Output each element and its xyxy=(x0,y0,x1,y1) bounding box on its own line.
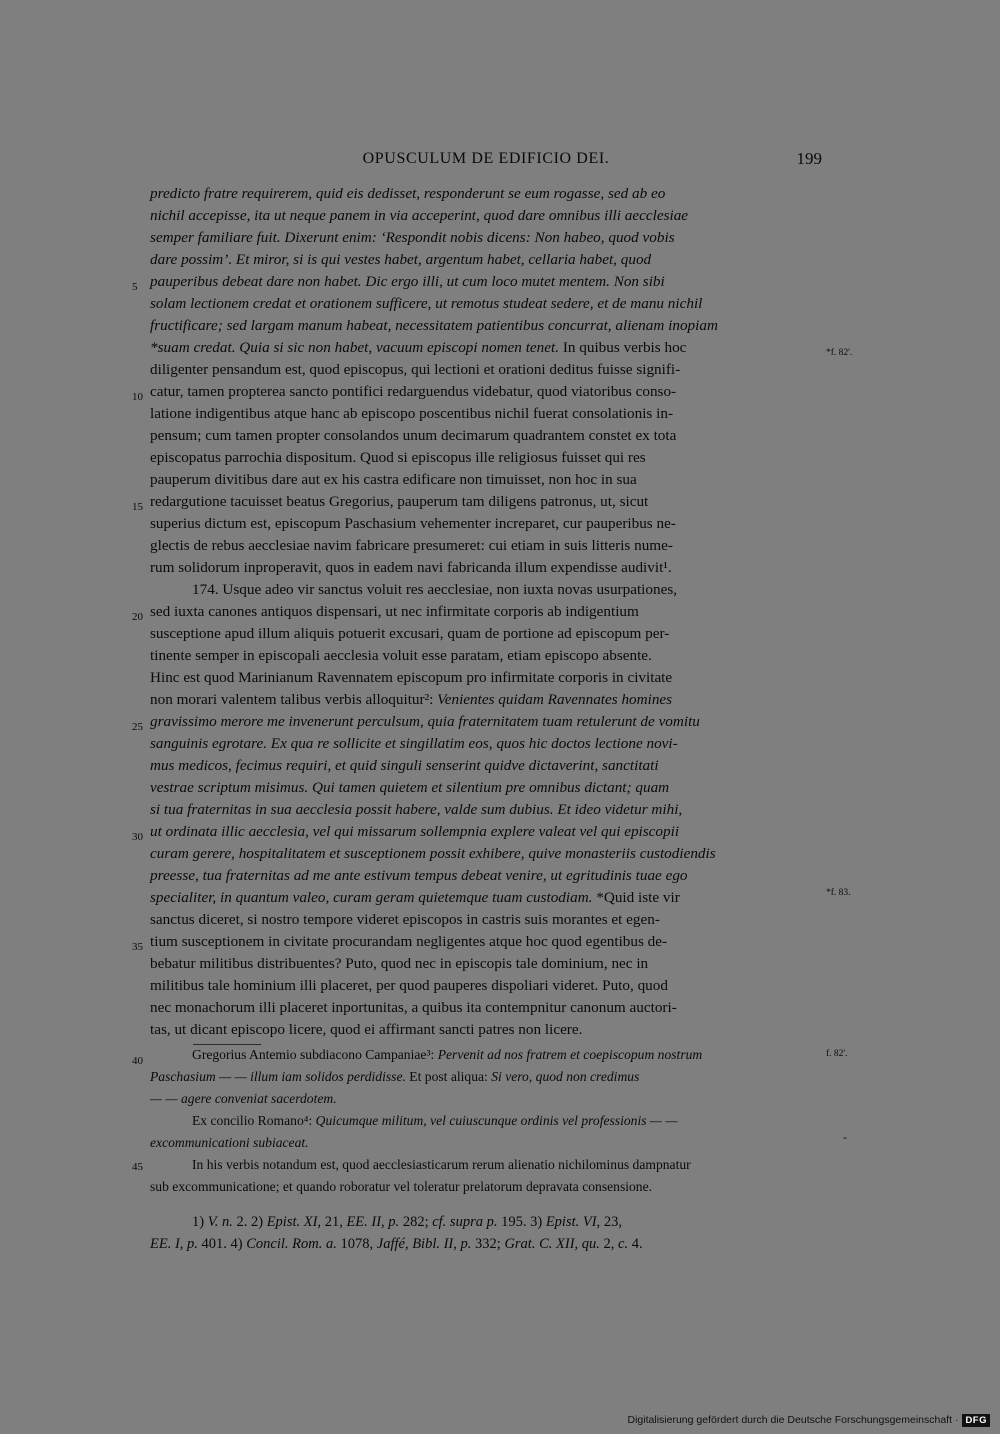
text-line xyxy=(150,315,822,337)
text-segment: sed iuxta canones antiquos dispensari, ut nec infirmitate corporis ab indigentium xyxy=(150,603,639,620)
text-segment: gravissimo merore me invenerunt perculsum, quia fraternitatem tuam retulerunt de vomitu xyxy=(150,713,700,730)
text-segment: tium susceptionem in civitate procurandam negligentes atque hoc quod egentibus de- xyxy=(150,933,668,950)
text-line xyxy=(150,975,822,997)
text-line xyxy=(150,733,822,755)
text-line xyxy=(150,887,822,909)
text-segment: Venientes quidam Ravennates homines xyxy=(437,691,673,708)
footnote-segment: 23, xyxy=(600,1214,622,1230)
text-segment: glectis de rebus aecclesiae navim fabricare presumeret: cui etiam in suis litteris nume- xyxy=(150,537,673,554)
text-line xyxy=(150,711,822,733)
footnote-segment: 2, xyxy=(599,1236,619,1252)
text-line xyxy=(150,1019,822,1041)
text-line xyxy=(150,469,822,491)
footnote-segment: EE. II, p. xyxy=(346,1214,400,1230)
line-number: 35 xyxy=(132,941,143,953)
footnote-segment: 195. 3) xyxy=(497,1214,546,1230)
line-number: 25 xyxy=(132,721,143,733)
text-segment: Si vero, quod non credimus xyxy=(491,1069,640,1084)
text-line xyxy=(150,403,822,425)
text-segment: preesse, tua fraternitas ad me ante estivum tempus debeat venire, ut egritudinis tuae ego xyxy=(150,867,688,884)
text-segment: 174. Usque adeo vir sanctus voluit res aecclesiae, non iuxta novas usurpationes, xyxy=(192,581,678,598)
footnote-segment: Epist. VI, xyxy=(545,1214,601,1230)
footnote-line xyxy=(150,1211,822,1233)
text-line xyxy=(150,513,822,535)
text-segment: latione indigentibus atque hanc ab episcopo poscentibus nichil fuerat consolationis in- xyxy=(150,405,673,422)
footnote-segment: 4. xyxy=(628,1236,643,1252)
text-segment: catur, tamen propterea sancto pontifici redarguendus videbatur, quod viatoribus conso- xyxy=(150,383,677,400)
text-segment: si tua fraternitas in sua aecclesia possit habere, valde sum dubius. Et ideo videtur mihi, xyxy=(150,801,683,818)
text-line xyxy=(150,491,822,513)
text-line xyxy=(150,359,822,381)
text-line xyxy=(150,799,822,821)
text-segment: non morari valentem talibus verbis alloquitur²: xyxy=(150,691,438,708)
text-segment: sub excommunicatione; et quando roboratur vel toleratur prelatorum depravata consensione. xyxy=(150,1179,653,1194)
text-line xyxy=(150,777,822,799)
note-line xyxy=(150,1154,822,1176)
text-segment: Pervenit ad nos fratrem et coepiscopum nostrum xyxy=(437,1047,703,1062)
line-number: 5 xyxy=(132,281,138,293)
text-segment: tinente semper in episcopali aecclesia voluit esse paratam, etiam episcopo absente. xyxy=(150,647,652,664)
text-segment: Ex concilio Romano⁴: xyxy=(192,1113,316,1128)
text-line xyxy=(150,667,822,689)
text-segment: diligenter pensandum est, quod episcopus, qui lectioni et orationi deditus fuisse signifi- xyxy=(150,361,681,378)
text-segment: episcopatus parrochia dispositum. Quod si episcopus ille religiosus fuisset qui res xyxy=(150,449,646,466)
text-segment: pauperibus debeat dare non habet. Dic ergo illi, ut cum loco mutet mentem. Non sibi xyxy=(150,273,665,290)
footnote-segment: V. n. xyxy=(207,1214,233,1230)
text-line xyxy=(150,535,822,557)
text-line xyxy=(150,689,822,711)
text-line xyxy=(150,249,822,271)
text-line xyxy=(150,865,822,887)
text-segment: vestrae scriptum misimus. Qui tamen quietem et silentium pre omnibus dictant; quam xyxy=(150,779,670,796)
margin-note: f. 82'. xyxy=(826,1049,848,1059)
footnote-segment: Jaffé, Bibl. II, p. xyxy=(376,1236,472,1252)
line-number: 10 xyxy=(132,391,143,403)
text-segment: fructificare; sed largam manum habeat, necessitatem patientibus concurrat, alienam inopiam xyxy=(150,317,718,334)
page-number: 199 xyxy=(796,149,822,168)
text-line xyxy=(150,755,822,777)
margin-note: *f. 82'. xyxy=(826,348,853,358)
text-segment: tas, ut dicant episcopo licere, quod ei affirmant sancti patres non licere. xyxy=(150,1021,583,1038)
text-line xyxy=(150,337,822,359)
text-segment: sanctus diceret, si nostro tempore videret episcopos in castris suis morantes et egen- xyxy=(150,911,660,928)
text-segment: rum solidorum inproperavit, quos in eadem navi fabricanda illum expendisse audivit¹. xyxy=(150,559,672,576)
text-line xyxy=(150,997,822,1019)
text-line xyxy=(150,623,822,645)
footnote-segment: Concil. Rom. a. xyxy=(246,1236,337,1252)
footnote-segment: 401. 4) xyxy=(197,1236,247,1252)
text-segment: superius dictum est, episcopum Paschasium vehementer increparet, cur pauperibus ne- xyxy=(150,515,676,532)
footnote-segment: 1) xyxy=(192,1214,208,1230)
footnote-segment: 1078, xyxy=(336,1236,377,1252)
footnote-line xyxy=(150,1233,822,1255)
footnote-segment: 282; xyxy=(399,1214,433,1230)
text-line xyxy=(150,271,822,293)
text-segment: excommunicationi subiaceat. xyxy=(150,1135,309,1150)
margin-note: *f. 83. xyxy=(826,888,851,898)
text-segment: In quibus verbis hoc xyxy=(559,339,687,356)
text-segment: Gregorius Antemio subdiacono Campaniae³: xyxy=(192,1047,438,1062)
note-line xyxy=(150,1110,822,1132)
text-segment: In his verbis notandum est, quod aecclesiasticarum rerum alienatio nichilominus dampnatur xyxy=(192,1157,691,1172)
footnote-segment: cf. supra p. xyxy=(432,1214,498,1230)
text-line xyxy=(150,425,822,447)
text-segment: mus medicos, fecimus requiri, et quid singuli senserint quidve dictaverint, sanctitati xyxy=(150,757,659,774)
line-number: 20 xyxy=(132,611,143,623)
text-segment: susceptione apud illum aliquis potuerit excusari, quam de portione ad episcopum per- xyxy=(150,625,670,642)
text-segment: ut ordinata illic aecclesia, vel qui missarum sollempnia explere valeat vel qui episcopii xyxy=(150,823,680,840)
footnote-segment: Epist. XI, xyxy=(266,1214,322,1230)
text-line xyxy=(150,381,822,403)
line-number: 45 xyxy=(132,1161,143,1173)
text-segment: *Quid iste vir xyxy=(592,889,680,906)
text-line xyxy=(150,953,822,975)
line-number: 40 xyxy=(132,1055,143,1067)
footnote-segment: EE. I, p. xyxy=(150,1236,198,1252)
note-line xyxy=(150,1044,822,1066)
text-segment: *suam credat. Quia si sic non habet, vacuum episcopi nomen tenet. xyxy=(150,339,560,356)
text-segment: — — agere conveniat sacerdotem. xyxy=(150,1091,337,1106)
footer-credit: Digitalisierung gefördert durch die Deutsche Forschungsgemeinschaft · xyxy=(627,1414,959,1426)
text-segment: Et post aliqua: xyxy=(405,1069,492,1084)
line-number: 30 xyxy=(132,831,143,843)
text-segment: specialiter, in quantum valeo, curam geram quietemque tuam custodiam. xyxy=(150,889,593,906)
text-segment: dare possim’. Et miror, si is qui vestes habet, argentum habet, cellaria habet, quod xyxy=(150,251,652,268)
text-segment: Quicumque militum, vel cuiuscunque ordinis vel professionis — — xyxy=(315,1113,678,1128)
text-segment: Hinc est quod Marinianum Ravennatem episcopum pro infirmitate corporis in civitate xyxy=(150,669,673,686)
text-segment: nec monachorum illi placeret inportunitas, a quibus ita contempnitur canonum auctori- xyxy=(150,999,677,1016)
text-line xyxy=(150,909,822,931)
footnote-segment: 21, xyxy=(321,1214,347,1230)
text-segment: bebatur militibus distribuentes? Puto, quod nec in episcopis tale dominium, nec in xyxy=(150,955,649,972)
footnote-segment: Grat. C. XII, qu. xyxy=(504,1236,600,1252)
text-segment: pauperum divitibus dare aut ex his castra edificare non timuisset, non hoc in sua xyxy=(150,471,637,488)
text-line xyxy=(150,579,822,601)
text-line xyxy=(150,205,822,227)
text-segment: redargutione tacuisset beatus Gregorius, pauperum tam diligens patronus, ut, sicut xyxy=(150,493,649,510)
text-line xyxy=(150,557,822,579)
text-segment: solam lectionem credat et orationem sufficere, ut remotus studeat sedere, et de manu nichil xyxy=(150,295,703,312)
text-line xyxy=(150,227,822,249)
line-number: 15 xyxy=(132,501,143,513)
text-segment: militibus tale hominium illi placeret, per quod pauperes dispoliari videret. Puto, quod xyxy=(150,977,668,994)
footnote-segment: 332; xyxy=(471,1236,505,1252)
note-line xyxy=(150,1088,822,1110)
text-line xyxy=(150,183,822,205)
text-line xyxy=(150,601,822,623)
note-line xyxy=(150,1132,822,1154)
footer xyxy=(628,1411,990,1429)
text-line xyxy=(150,645,822,667)
text-segment: predicto fratre requirerem, quid eis dedisset, responderunt se eum rogasse, sed ab eo xyxy=(150,185,666,202)
text-segment: pensum; cum tamen propter consolandos unum decimarum quadrantem constet ex tota xyxy=(150,427,677,444)
running-title: OPUSCULUM DE EDIFICIO DEI. xyxy=(362,150,610,167)
footnote-segment: c. xyxy=(618,1236,629,1252)
text-line xyxy=(150,931,822,953)
page-header xyxy=(150,150,822,172)
side-mark: - xyxy=(843,1130,847,1144)
note-line xyxy=(150,1066,822,1088)
dfg-logo: DFG xyxy=(962,1414,990,1427)
text-line xyxy=(150,447,822,469)
note-line xyxy=(150,1176,822,1198)
text-segment: nichil accepisse, ita ut neque panem in via acceperint, quod dare omnibus illi aecclesiae xyxy=(150,207,689,224)
text-line xyxy=(150,821,822,843)
text-segment: curam gerere, hospitalitatem et susceptionem possit exhibere, quive monasteriis custodiendis xyxy=(150,845,716,862)
footnote-segment: 2. 2) xyxy=(232,1214,267,1230)
text-segment: sanguinis egrotare. Ex qua re sollicite et singillatim eos, quos hic doctos lectione novi- xyxy=(150,735,678,752)
text-line xyxy=(150,843,822,865)
text-segment: Paschasium — — illum iam solidos perdidisse. xyxy=(150,1069,406,1084)
text-segment: semper familiare fuit. Dixerunt enim: ‘Respondit nobis dicens: Non habeo, quod vobis xyxy=(150,229,675,246)
text-line xyxy=(150,293,822,315)
